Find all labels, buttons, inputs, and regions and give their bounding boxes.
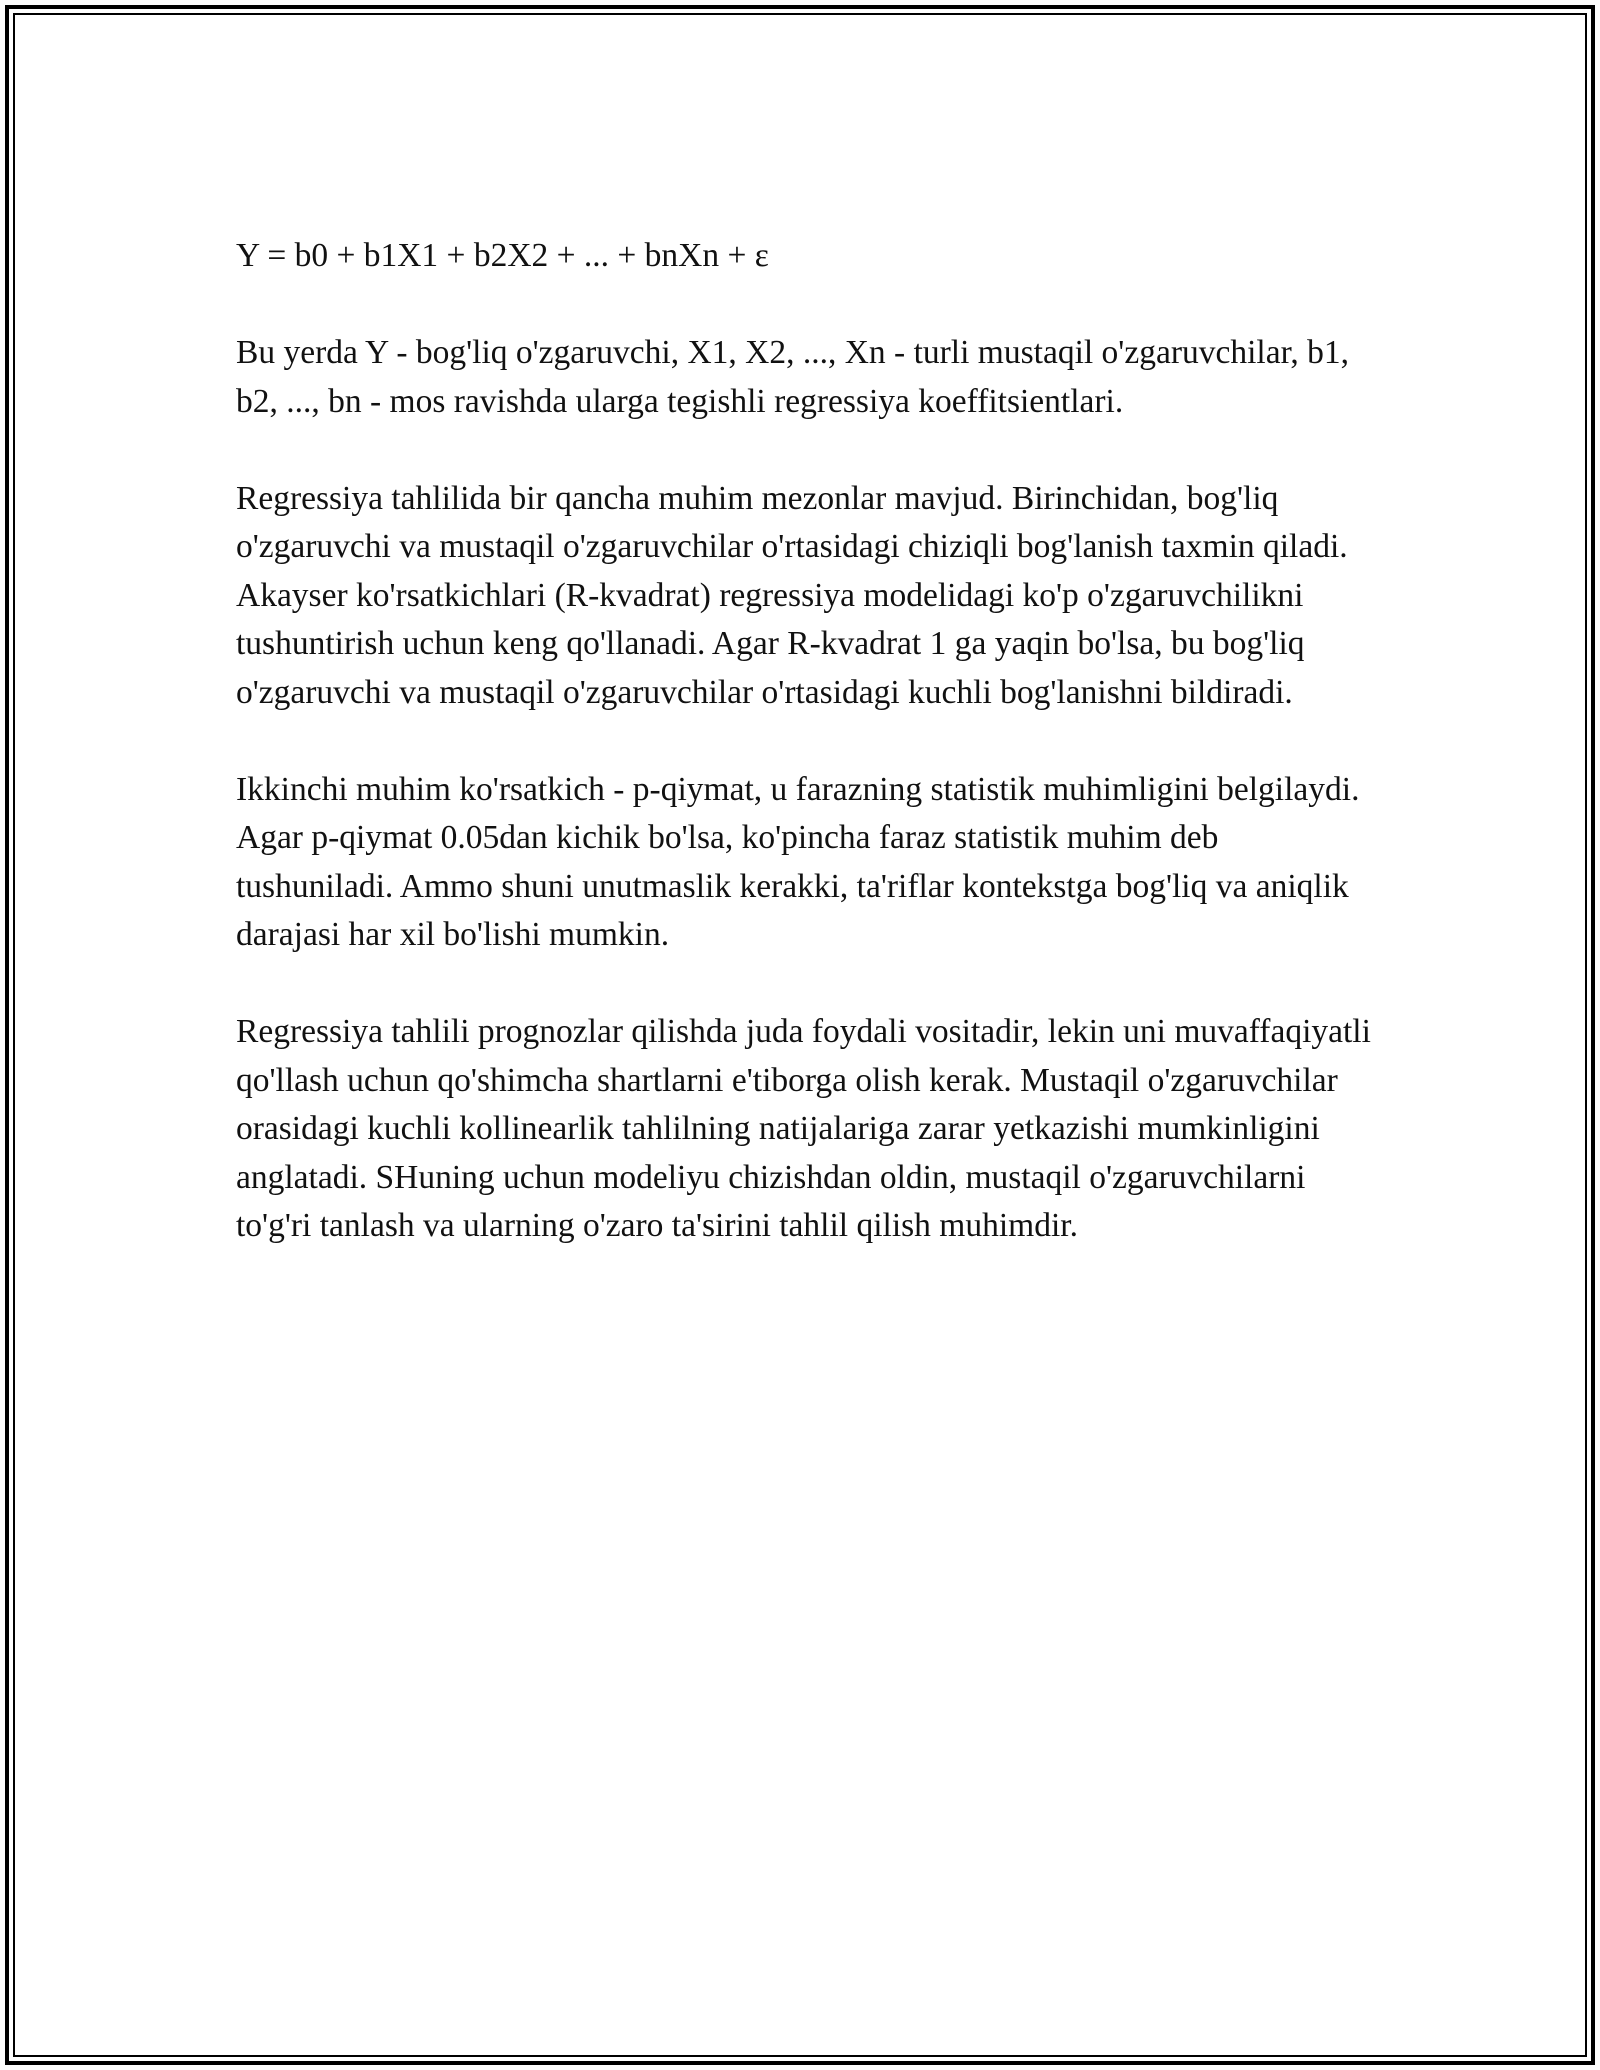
paragraph-r-squared: Regressiya tahlilida bir qancha muhim mezonlar mavjud. Birinchidan, bog'liq o'zgaruvchi va mustaqil o'zgaruvchilar o'rtasidagi chiziqli bog'lanish taxmin qiladi. Akayser ko'rsatkichlari (R-kvadrat) regressiya modelidagi ko'p o'zgaruvchilikni tushuntirish uchun keng qo'llanadi. Agar R-kvadrat 1 ga yaqin bo'lsa, bu bog'liq o'zgaruvchi va mustaqil o'zgaruvchilar o'rtasidagi kuchli bog'lanishni bildiradi.: [236, 479, 1348, 711]
document-body: [236, 232, 1376, 1299]
paragraph-p-value: Ikkinchi muhim ko'rsatkich - p-qiymat, u farazning statistik muhimligini belgilaydi. Agar p-qiymat 0.05dan kichik bo'lsa, ko'pincha faraz statistik muhim deb tushuniladi. Ammo shuni unutmaslik kerakki, ta'riflar kontekstga bog'liq va aniqlik darajasi har xil bo'lishi mumkin.: [236, 770, 1360, 953]
paragraph-definitions: Bu yerda Y - bog'liq o'zgaruvchi, X1, X2, ..., Xn - turli mustaqil o'zgaruvchilar, b1, b2, ..., bn - mos ravishda ularga tegishli regressiya koeffitsientlari.: [236, 334, 1350, 420]
regression-formula: Y = b0 + b1X1 + b2X2 + ... + bnXn + ε: [236, 237, 769, 274]
paragraph-forecasting: Regressiya tahlili prognozlar qilishda juda foydali vositadir, lekin uni muvaffaqiyatli qo'llash uchun qo'shimcha shartlarni e'tiborga olish kerak. Mustaqil o'zgaruvchilar orasidagi kuchli kollinearlik tahlilning natijalariga zarar yetkazishi mumkinligini anglatadi. SHuning uchun modeliyu chizishdan oldin, mustaqil o'zgaruvchilarni to'g'ri tanlash va ularning o'zaro ta'sirini tahlil qilish muhimdir.: [236, 1013, 1371, 1244]
